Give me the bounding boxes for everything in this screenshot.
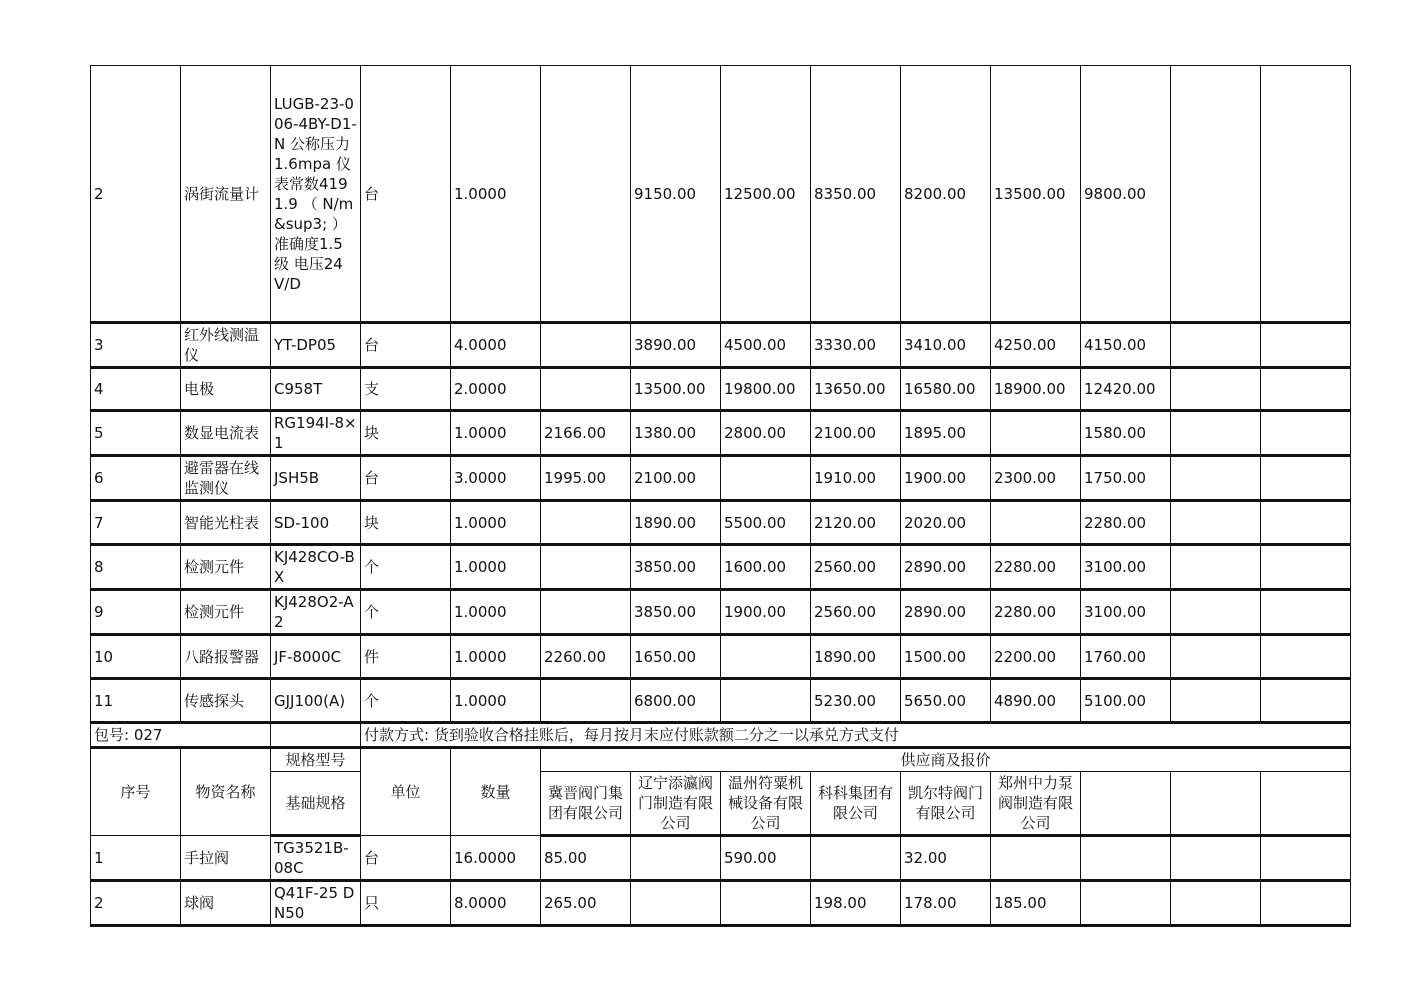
- price-7: 1580.00: [1081, 411, 1171, 456]
- price-7: 9800.00: [1081, 66, 1171, 323]
- price-5: 8200.00: [901, 66, 991, 323]
- price-4: 2100.00: [811, 411, 901, 456]
- unit: 台: [361, 836, 451, 881]
- quotation-table: [90, 65, 1351, 927]
- price-5: 32.00: [901, 836, 991, 881]
- spec-model: C958T: [271, 368, 361, 411]
- price-3: [721, 456, 811, 501]
- price-3: [721, 679, 811, 723]
- price-4: 198.00: [811, 881, 901, 926]
- price-3: 4500.00: [721, 323, 811, 368]
- price-2: 1380.00: [631, 411, 721, 456]
- item-name: 传感探头: [181, 679, 271, 723]
- table-row: [91, 411, 1351, 456]
- price-8: [1171, 679, 1261, 723]
- price-3: 1900.00: [721, 590, 811, 635]
- price-9: [1261, 323, 1351, 368]
- price-3: 2800.00: [721, 411, 811, 456]
- spec-model: KJ428CO-BX: [271, 545, 361, 590]
- supplier-name: 辽宁添瀛阀门制造有限公司: [631, 772, 721, 836]
- price-7: 2280.00: [1081, 501, 1171, 545]
- price-4: 13650.00: [811, 368, 901, 411]
- supplier-name: 凯尔特阀门有限公司: [901, 772, 991, 836]
- price-6: [991, 411, 1081, 456]
- item-name: 球阀: [181, 881, 271, 926]
- row-no: 7: [91, 501, 181, 545]
- price-9: [1261, 368, 1351, 411]
- price-8: [1171, 368, 1261, 411]
- price-2: 13500.00: [631, 368, 721, 411]
- price-3: 12500.00: [721, 66, 811, 323]
- price-3: [721, 635, 811, 679]
- unit: 个: [361, 590, 451, 635]
- supplier-name: 郑州中力泵阀制造有限公司: [991, 772, 1081, 836]
- spec-model: JSH5B: [271, 456, 361, 501]
- price-1: 265.00: [541, 881, 631, 926]
- quantity: 1.0000: [451, 411, 541, 456]
- price-1: 2166.00: [541, 411, 631, 456]
- spec-model: TG3521B-08C: [271, 836, 361, 881]
- price-5: 1500.00: [901, 635, 991, 679]
- unit: 台: [361, 323, 451, 368]
- spec-model: LUGB-23-006-4BY-D1-N 公称压力 1.6mpa 仪表常数4191.9 （ N/m&sup3; ）准确度1.5级 电压24V/D: [271, 66, 361, 323]
- spec-model: KJ428O2-A2: [271, 590, 361, 635]
- price-6: 2280.00: [991, 590, 1081, 635]
- price-9: [1261, 501, 1351, 545]
- item-name: 避雷器在线监测仪: [181, 456, 271, 501]
- price-8: [1171, 635, 1261, 679]
- price-9: [1261, 545, 1351, 590]
- price-5: 2890.00: [901, 590, 991, 635]
- price-1: [541, 545, 631, 590]
- header-no: 序号: [91, 748, 181, 836]
- price-4: 2560.00: [811, 545, 901, 590]
- price-8: [1171, 456, 1261, 501]
- price-3: 1600.00: [721, 545, 811, 590]
- spec-model: RG194I-8×1: [271, 411, 361, 456]
- quantity: 8.0000: [451, 881, 541, 926]
- price-7: 12420.00: [1081, 368, 1171, 411]
- price-4: 2120.00: [811, 501, 901, 545]
- price-6: 4890.00: [991, 679, 1081, 723]
- payment-terms: 付款方式: 货到验收合格挂账后，每月按月末应付账款额二分之一以承兑方式支付: [361, 723, 1351, 748]
- price-9: [1261, 590, 1351, 635]
- row-no: 11: [91, 679, 181, 723]
- price-9: [1261, 66, 1351, 323]
- price-4: [811, 836, 901, 881]
- table-row: [91, 679, 1351, 723]
- package-section: [91, 723, 1351, 836]
- row-no: 8: [91, 545, 181, 590]
- price-2: [631, 836, 721, 881]
- price-5: 1895.00: [901, 411, 991, 456]
- price-rows-section-a: [91, 66, 1351, 723]
- price-4: 3330.00: [811, 323, 901, 368]
- supplier-name: 温州符粟机械设备有限公司: [721, 772, 811, 836]
- price-8: [1171, 881, 1261, 926]
- unit: 个: [361, 679, 451, 723]
- supplier-name: 冀晋阀门集团有限公司: [541, 772, 631, 836]
- header-name: 物资名称: [181, 748, 271, 836]
- price-6: 2280.00: [991, 545, 1081, 590]
- price-1: [541, 368, 631, 411]
- price-1: [541, 501, 631, 545]
- price-5: 2890.00: [901, 545, 991, 590]
- price-7: 3100.00: [1081, 545, 1171, 590]
- price-7: 4150.00: [1081, 323, 1171, 368]
- unit: 块: [361, 501, 451, 545]
- table-row: [91, 368, 1351, 411]
- spec-model: YT-DP05: [271, 323, 361, 368]
- quantity: 2.0000: [451, 368, 541, 411]
- price-7: 1760.00: [1081, 635, 1171, 679]
- price-9: [1261, 679, 1351, 723]
- package-number: 包号: 027: [91, 723, 271, 748]
- price-1: [541, 590, 631, 635]
- price-4: 2560.00: [811, 590, 901, 635]
- package-blank-cell: [271, 723, 361, 748]
- price-4: 8350.00: [811, 66, 901, 323]
- unit: 块: [361, 411, 451, 456]
- price-2: 9150.00: [631, 66, 721, 323]
- price-3: [721, 881, 811, 926]
- price-2: 6800.00: [631, 679, 721, 723]
- item-name: 红外线测温仪: [181, 323, 271, 368]
- price-1: [541, 323, 631, 368]
- unit: 个: [361, 545, 451, 590]
- header-spec-base: 基础规格: [271, 772, 361, 836]
- quantity: 1.0000: [451, 635, 541, 679]
- price-1: 2260.00: [541, 635, 631, 679]
- price-2: 2100.00: [631, 456, 721, 501]
- item-name: 数显电流表: [181, 411, 271, 456]
- price-2: [631, 881, 721, 926]
- quantity: 1.0000: [451, 66, 541, 323]
- table-row: [91, 545, 1351, 590]
- quantity: 16.0000: [451, 836, 541, 881]
- supplier-name: [1081, 772, 1171, 836]
- unit: 支: [361, 368, 451, 411]
- unit: 台: [361, 66, 451, 323]
- quantity: 1.0000: [451, 545, 541, 590]
- supplier-name: [1261, 772, 1351, 836]
- quantity: 3.0000: [451, 456, 541, 501]
- price-5: 16580.00: [901, 368, 991, 411]
- price-9: [1261, 635, 1351, 679]
- quantity: 1.0000: [451, 501, 541, 545]
- price-3: 590.00: [721, 836, 811, 881]
- price-8: [1171, 411, 1261, 456]
- price-8: [1171, 545, 1261, 590]
- header-qty: 数量: [451, 748, 541, 836]
- price-2: 1890.00: [631, 501, 721, 545]
- price-6: 4250.00: [991, 323, 1081, 368]
- price-7: 1750.00: [1081, 456, 1171, 501]
- spec-model: JF-8000C: [271, 635, 361, 679]
- price-1: [541, 66, 631, 323]
- price-2: 3890.00: [631, 323, 721, 368]
- table-row: [91, 323, 1351, 368]
- item-name: 手拉阀: [181, 836, 271, 881]
- item-name: 电极: [181, 368, 271, 411]
- row-no: 1: [91, 836, 181, 881]
- price-8: [1171, 590, 1261, 635]
- price-5: 1900.00: [901, 456, 991, 501]
- item-name: 检测元件: [181, 590, 271, 635]
- price-7: [1081, 836, 1171, 881]
- price-4: 5230.00: [811, 679, 901, 723]
- table-row: [91, 590, 1351, 635]
- price-2: 1650.00: [631, 635, 721, 679]
- price-6: 2200.00: [991, 635, 1081, 679]
- price-1: [541, 679, 631, 723]
- item-name: 八路报警器: [181, 635, 271, 679]
- quantity: 4.0000: [451, 323, 541, 368]
- price-7: [1081, 881, 1171, 926]
- row-no: 6: [91, 456, 181, 501]
- row-no: 9: [91, 590, 181, 635]
- price-6: 13500.00: [991, 66, 1081, 323]
- header-spec-model: 规格型号: [271, 748, 361, 772]
- supplier-name: 科科集团有限公司: [811, 772, 901, 836]
- price-2: 3850.00: [631, 545, 721, 590]
- price-6: [991, 836, 1081, 881]
- price-rows-section-b: [91, 836, 1351, 926]
- quantity: 1.0000: [451, 679, 541, 723]
- price-2: 3850.00: [631, 590, 721, 635]
- price-7: 3100.00: [1081, 590, 1171, 635]
- spec-model: GJJ100(A): [271, 679, 361, 723]
- item-name: 检测元件: [181, 545, 271, 590]
- price-4: 1890.00: [811, 635, 901, 679]
- row-no: 10: [91, 635, 181, 679]
- item-name: 智能光柱表: [181, 501, 271, 545]
- spec-model: Q41F-25 DN50: [271, 881, 361, 926]
- price-6: [991, 501, 1081, 545]
- price-6: 185.00: [991, 881, 1081, 926]
- price-5: 178.00: [901, 881, 991, 926]
- price-5: 5650.00: [901, 679, 991, 723]
- price-9: [1261, 836, 1351, 881]
- table-row: [91, 66, 1351, 323]
- row-no: 3: [91, 323, 181, 368]
- price-7: 5100.00: [1081, 679, 1171, 723]
- table-row: [91, 501, 1351, 545]
- price-9: [1261, 881, 1351, 926]
- price-1: 85.00: [541, 836, 631, 881]
- price-1: 1995.00: [541, 456, 631, 501]
- unit: 件: [361, 635, 451, 679]
- table-row: [91, 881, 1351, 926]
- price-6: 18900.00: [991, 368, 1081, 411]
- price-5: 3410.00: [901, 323, 991, 368]
- price-5: 2020.00: [901, 501, 991, 545]
- price-8: [1171, 66, 1261, 323]
- spec-model: SD-100: [271, 501, 361, 545]
- price-9: [1261, 456, 1351, 501]
- price-3: 5500.00: [721, 501, 811, 545]
- price-8: [1171, 323, 1261, 368]
- unit: 台: [361, 456, 451, 501]
- row-no: 5: [91, 411, 181, 456]
- row-no: 2: [91, 66, 181, 323]
- table-row: [91, 456, 1351, 501]
- item-name: 涡街流量计: [181, 66, 271, 323]
- quantity: 1.0000: [451, 590, 541, 635]
- price-8: [1171, 501, 1261, 545]
- price-6: 2300.00: [991, 456, 1081, 501]
- row-no: 4: [91, 368, 181, 411]
- price-9: [1261, 411, 1351, 456]
- header-unit: 单位: [361, 748, 451, 836]
- price-3: 19800.00: [721, 368, 811, 411]
- row-no: 2: [91, 881, 181, 926]
- supplier-name: [1171, 772, 1261, 836]
- table-row: [91, 836, 1351, 881]
- unit: 只: [361, 881, 451, 926]
- table-row: [91, 635, 1351, 679]
- price-8: [1171, 836, 1261, 881]
- header-suppliers-title: 供应商及报价: [541, 748, 1351, 772]
- price-4: 1910.00: [811, 456, 901, 501]
